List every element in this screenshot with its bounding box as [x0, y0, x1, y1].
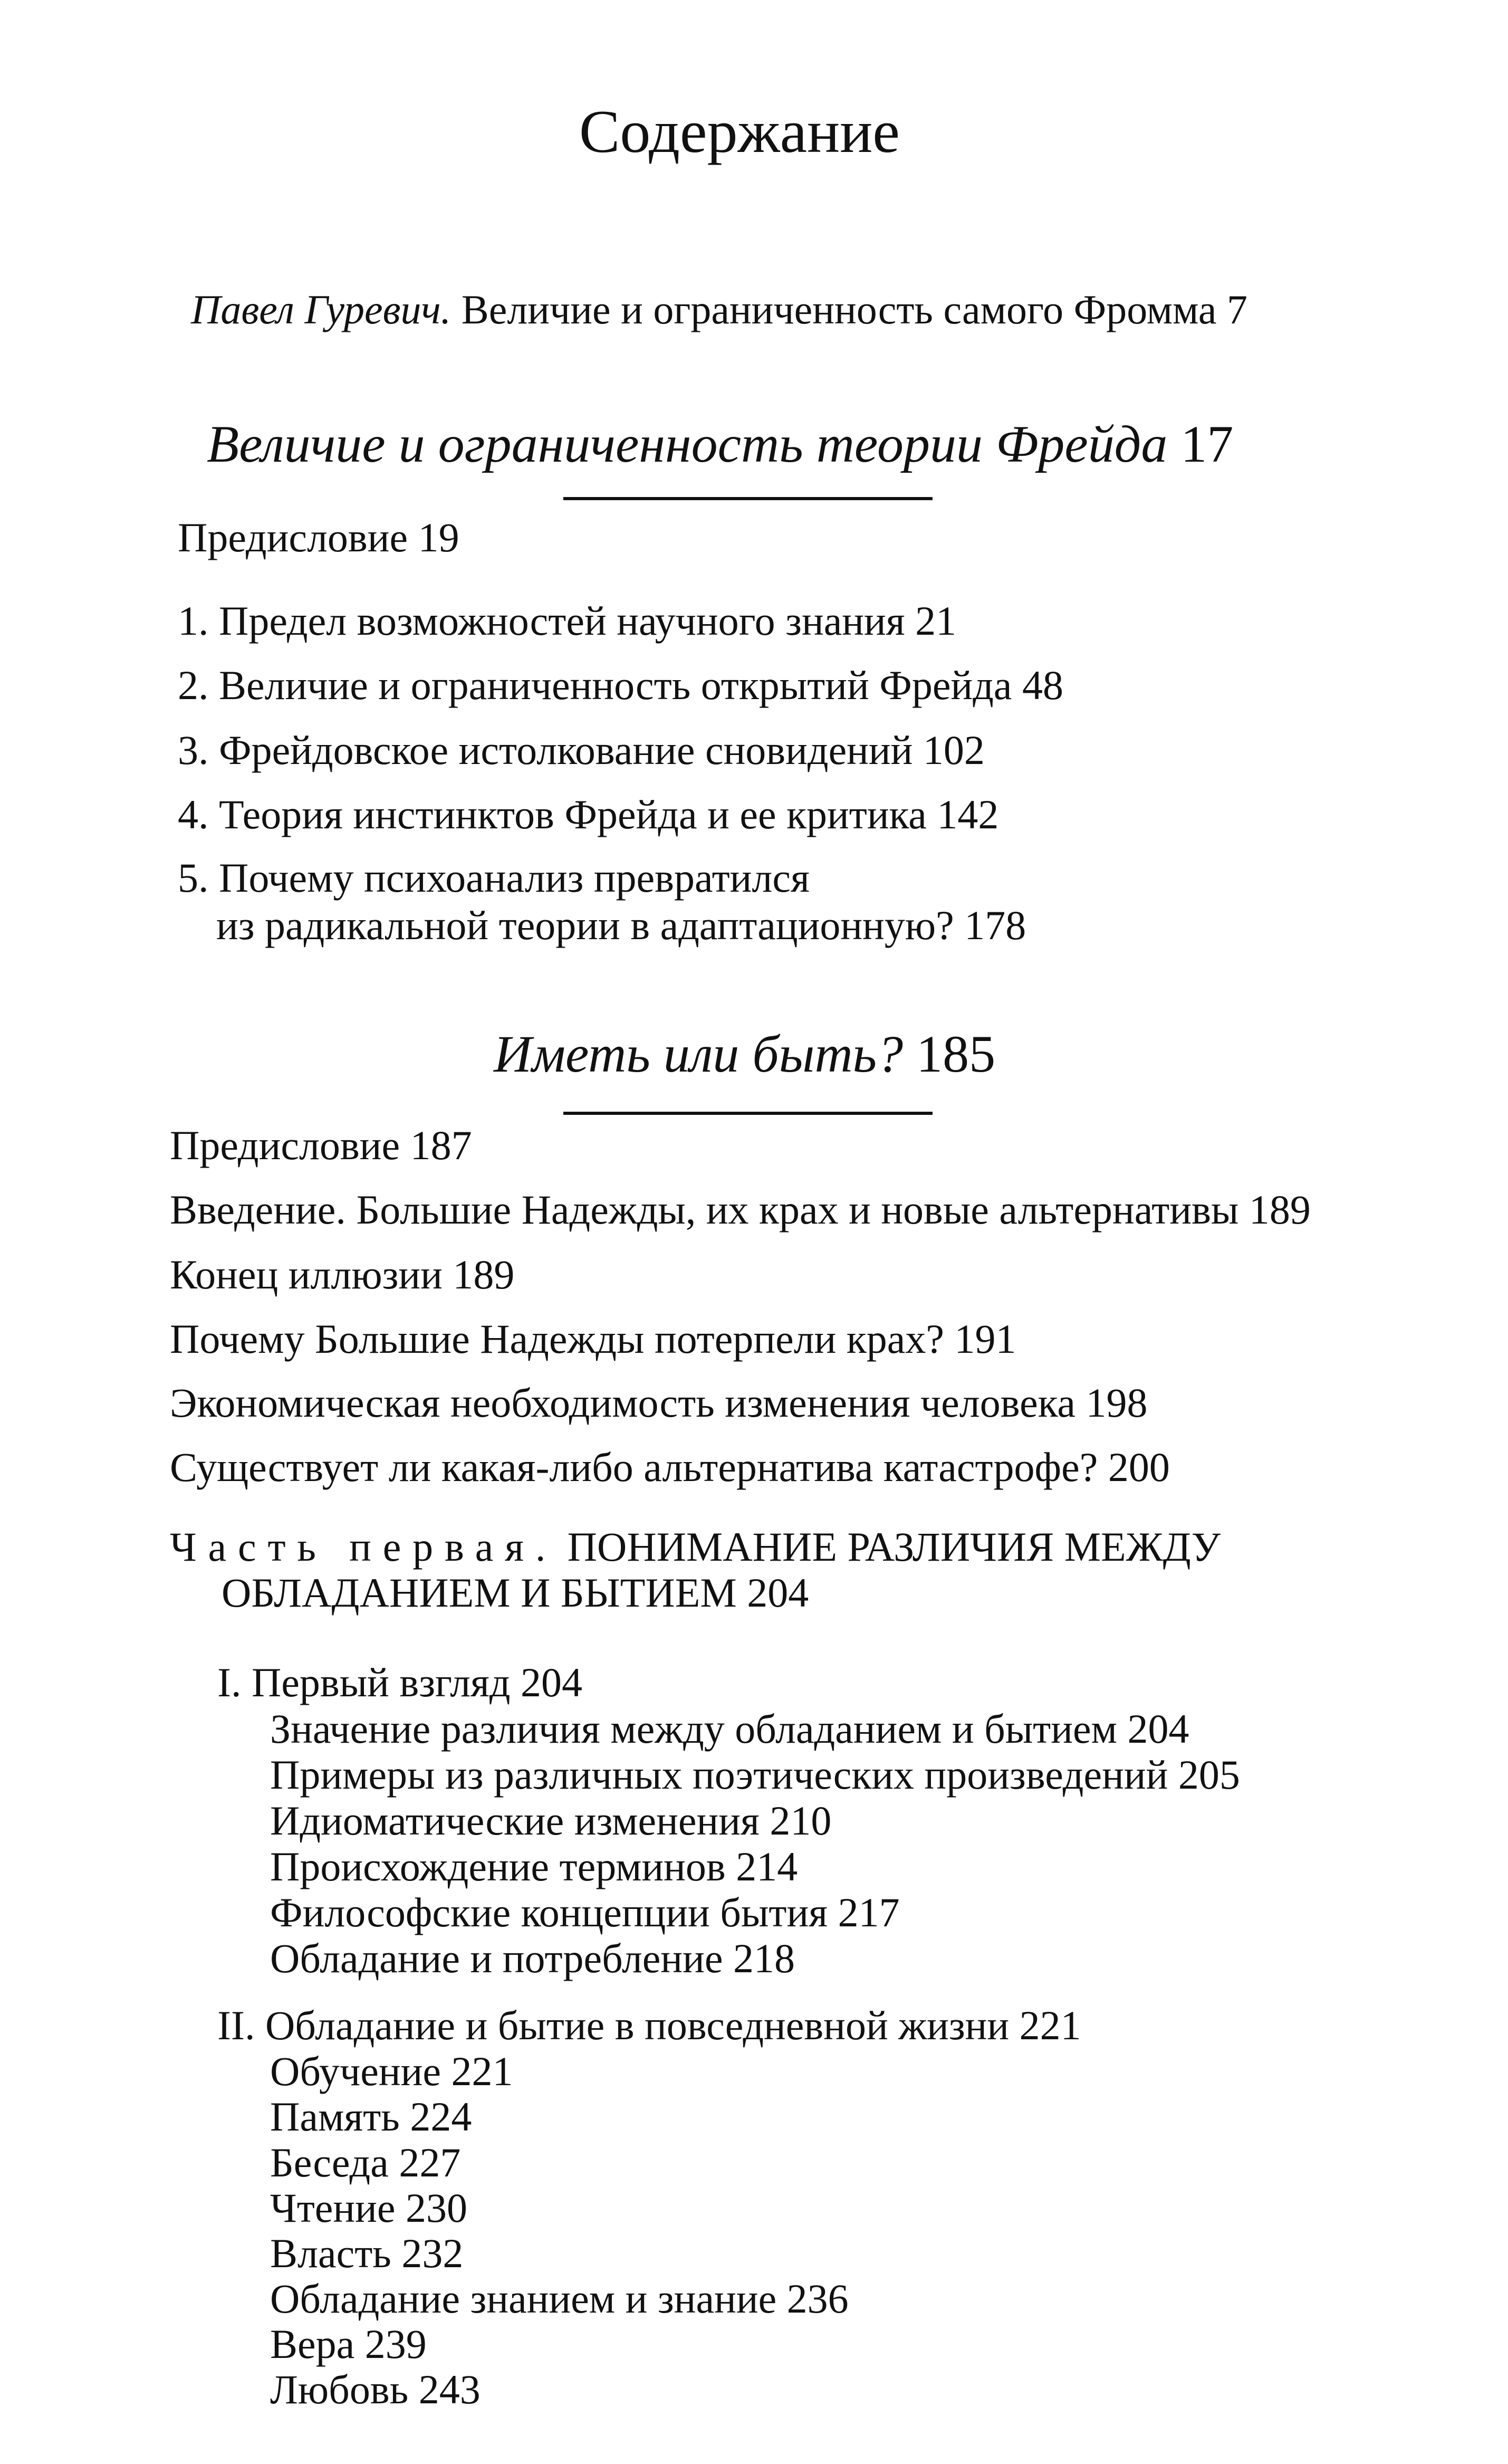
- part1-chapter: 2. Величие и ограниченность открытий Фрейда 48: [178, 662, 1064, 708]
- chapter-item: Идиоматические изменения 210: [270, 1798, 832, 1844]
- part1-chapter: 1. Предел возможностей научного знания 21: [178, 598, 957, 644]
- part2-entry: Конец иллюзии 189: [170, 1252, 515, 1297]
- chapter-item: Происхождение терминов 214: [270, 1844, 798, 1889]
- part2-divider: [563, 1112, 933, 1115]
- part2-title: Иметь или быть?: [494, 1025, 904, 1083]
- chapter-item: Беседа 227: [270, 2140, 461, 2185]
- part1-chapter: 3. Фрейдовское истолкование сновидений 102: [178, 727, 985, 773]
- part1-divider: [563, 497, 933, 500]
- part2-entry: Существует ли какая-либо альтернатива катастрофе? 200: [170, 1444, 1170, 1490]
- section-label: Часть первая.: [170, 1524, 558, 1570]
- chapter-item: Примеры из различных поэтических произведений 205: [270, 1752, 1240, 1798]
- chapter-item: Обладание и потребление 218: [270, 1935, 795, 1981]
- chapter-item: Вера 239: [270, 2321, 427, 2367]
- chapter-item: Обладание знанием и знание 236: [270, 2276, 849, 2322]
- part1-preface: Предисловие 19: [178, 514, 459, 560]
- foreword-text: Величие и ограниченность самого Фромма 7: [461, 286, 1248, 332]
- part1-page: 17: [1180, 415, 1234, 473]
- chapter-item: Философские концепции бытия 217: [270, 1889, 900, 1935]
- page-title: Содержание: [579, 98, 900, 166]
- foreword-entry: [191, 286, 1248, 332]
- section-title-cont: ОБЛАДАНИЕМ И БЫТИЕМ 204: [222, 1570, 809, 1616]
- section-heading: [170, 1526, 1221, 1568]
- chapter-item: Любовь 243: [270, 2366, 481, 2412]
- part1-title: Величие и ограниченность теории Фрейда: [207, 415, 1168, 473]
- part1-chapter: 5. Почему психоанализ превратился: [178, 855, 810, 901]
- section-title: ПОНИМАНИЕ РАЗЛИЧИЯ МЕЖДУ: [567, 1524, 1221, 1570]
- chapter-item: Чтение 230: [270, 2185, 468, 2231]
- chapter-item: Значение различия между обладанием и бытием 204: [270, 1706, 1189, 1752]
- part2-entry: Предисловие 187: [170, 1122, 472, 1168]
- part2-page: 185: [916, 1025, 996, 1083]
- part1-heading: [207, 415, 1234, 473]
- foreword-author: Павел Гуревич.: [191, 286, 452, 332]
- part1-chapter: 4. Теория инстинктов Фрейда и ее критика 142: [178, 791, 999, 837]
- chapter-title: I. Первый взгляд 204: [217, 1659, 583, 1705]
- part2-heading: [494, 1025, 996, 1083]
- chapter-item: Власть 232: [270, 2230, 464, 2276]
- chapter-title: II. Обладание и бытие в повседневной жизни 221: [217, 2002, 1081, 2048]
- part2-entry: Введение. Большие Надежды, их крах и новые альтернативы 189: [170, 1187, 1311, 1233]
- part2-entry: Экономическая необходимость изменения человека 198: [170, 1380, 1148, 1426]
- part1-chapter-cont: из радикальной теории в адаптационную? 178: [216, 902, 1026, 948]
- part2-entry: Почему Большие Надежды потерпели крах? 191: [170, 1316, 1016, 1362]
- chapter-item: Обучение 221: [270, 2048, 513, 2094]
- chapter-item: Память 224: [270, 2094, 472, 2140]
